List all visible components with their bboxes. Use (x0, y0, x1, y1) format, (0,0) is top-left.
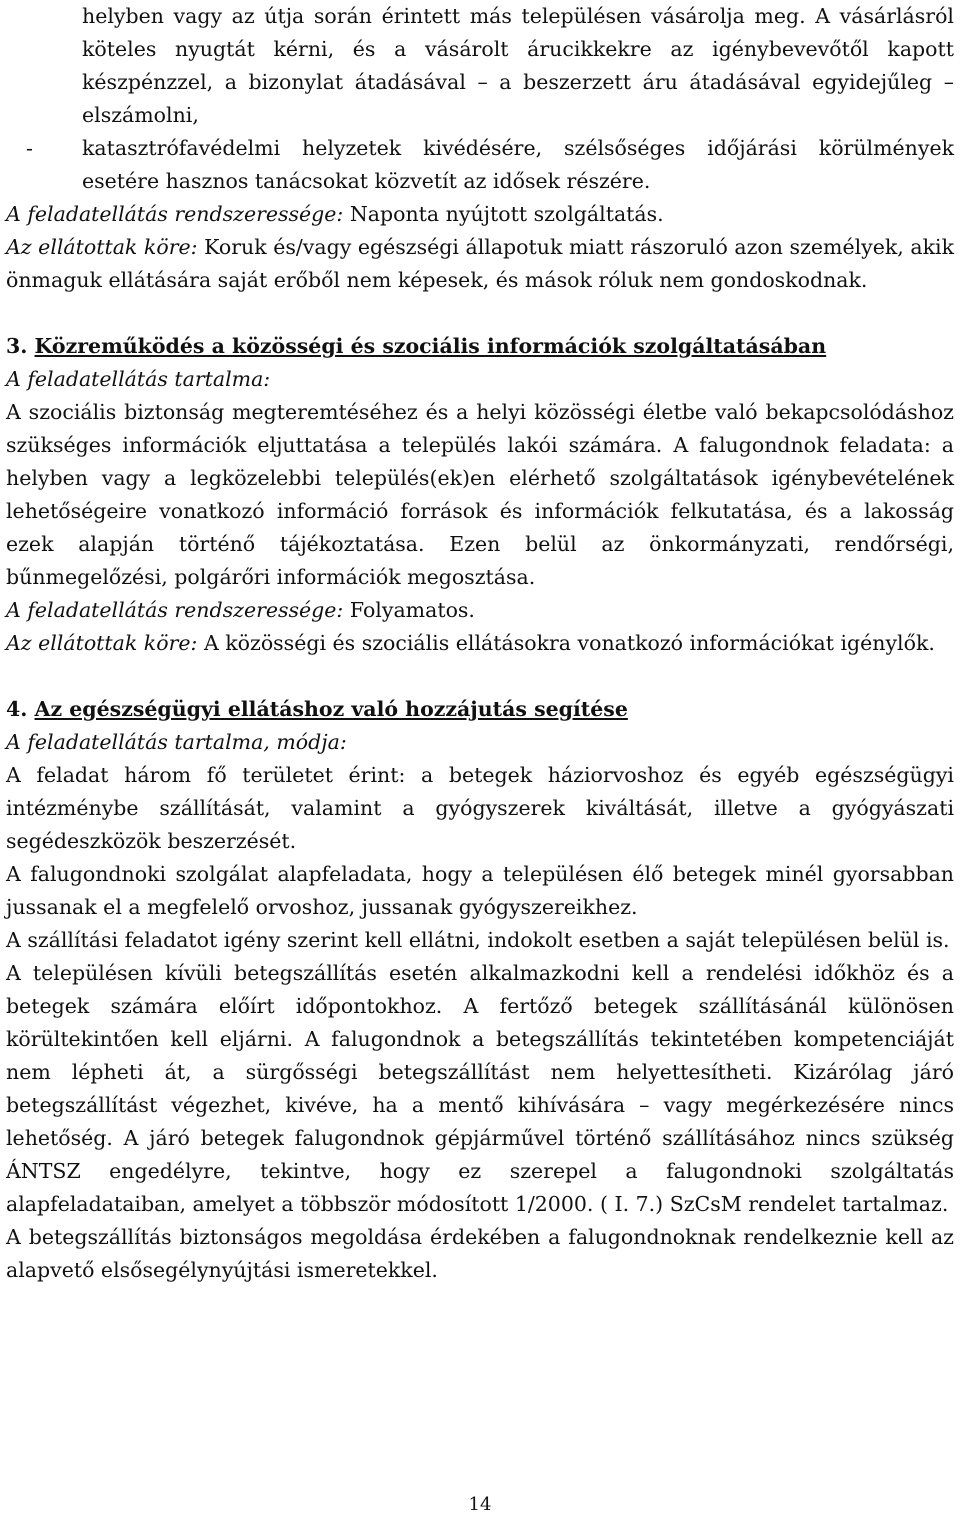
section-4-paragraph: A szállítási feladatot igény szerint kell ellátni, indokolt esetben a saját településen belül is. (6, 928, 950, 952)
section-3-number: 3. (6, 334, 35, 358)
bullet-item (6, 132, 954, 198)
regularity-label: A feladatellátás rendszeressége: (6, 202, 344, 226)
section-4-paragraph: A feladat három fő területet érint: a betegek háziorvoshoz és egyéb egészségügyi intézménybe szállítását, valamint a gyógyszerek kiváltását, illetve a gyógyászati segédeszközök beszerzését. (6, 763, 954, 853)
regularity-value: Naponta nyújtott szolgáltatás. (343, 202, 664, 226)
regularity-value: Folyamatos. (343, 598, 475, 622)
section-3-regularity (6, 594, 954, 627)
intro-regularity (6, 198, 954, 231)
section-3-heading (6, 330, 954, 363)
section-4-heading (6, 693, 954, 726)
recipients-value: A közösségi és szociális ellátásokra vonatkozó információkat igénylők. (197, 631, 935, 655)
document-page (6, 0, 954, 1287)
section-gap (6, 660, 954, 693)
section-4-paragraph: A betegszállítás biztonságos megoldása érdekében a falugondnoknak rendelkeznie kell az alapvető elsősegélynyújtási ismeretekkel. (6, 1225, 954, 1282)
bullet-dash: - (26, 136, 33, 160)
recipients-label: Az ellátottak köre: (6, 631, 198, 655)
intro-recipients (6, 231, 954, 297)
section-4-paragraph: A településen kívüli betegszállítás esetén alkalmazkodni kell a rendelési időkhöz és a betegek számára előírt időpontokhoz. A fertőző betegek szállításánál különösen körültekintően kell eljárni. A falugondnok a betegszállítás tekintetében kompetenciáját nem lépheti át, a sürgősségi betegszállítást nem helyettesítheti. Kizárólag járó betegszállítást végezhet, kivéve, ha a mentő kihívására – vagy megérkezésére nincs lehetőség. A járó betegek falugondnok gépjárművel történő szállításához nincs szükség ÁNTSZ engedélyre, tekintve, hogy ez szerepel a falugondnoki szolgáltatás alapfeladataiban, amelyet a többször módosított 1/2000. ( I. 7.) SzCsM rendelet tartalmaz. (6, 961, 954, 1216)
section-4-number: 4. (6, 697, 35, 721)
section-gap (6, 297, 954, 330)
page-number: 14 (468, 1494, 492, 1515)
bullet-text: katasztrófavédelmi helyzetek kivédésére, szélsőséges időjárási körülmények esetére hasznos tanácsokat közvetít az idősek részére. (82, 136, 954, 193)
section-3-content-text: A szociális biztonság megteremtéséhez és a helyi közösségi életbe való bekapcsolódáshoz szükséges információk eljuttatása a település lakói számára. A falugondnok feladata: a helyben vagy a legközelebbi település(ek)en elérhető szolgáltatások igénybevételének lehetőségeire vonatkozó információ források és információk felkutatása, és a lakosság ezek alapján történő tájékoztatása. Ezen belül az önkormányzati, rendőrségi, bűnmegelőzési, polgárőri információk megosztása. (6, 400, 954, 589)
section-3-content-label: A feladatellátás tartalma: (6, 367, 271, 391)
section-4-paragraph: A falugondnoki szolgálat alapfeladata, hogy a településen élő betegek minél gyorsabban jussanak el a megfelelő orvoshoz, jussanak gyógyszereikhez. (6, 862, 954, 919)
regularity-label: A feladatellátás rendszeressége: (6, 598, 344, 622)
section-3-recipients (6, 627, 954, 660)
section-4-title: Az egészségügyi ellátáshoz való hozzájutás segítése (34, 697, 628, 721)
section-4-content-label: A feladatellátás tartalma, módja: (6, 730, 347, 754)
recipients-label: Az ellátottak köre: (6, 235, 198, 259)
section-3-title: Közreműködés a közösségi és szociális információk szolgáltatásában (34, 334, 827, 358)
intro-continuation: helyben vagy az útja során érintett más településen vásárolja meg. A vásárlásról köteles nyugtát kérni, és a vásárolt árucikkekre az igénybevevőtől kapott készpénzzel, a bizonylat átadásával – a beszerzett áru átadásával egyidejűleg – elszámolni, (82, 4, 954, 127)
recipients-value: Koruk és/vagy egészségi állapotuk miatt rászoruló azon személyek, akik önmaguk ellátására saját erőből nem képesek, és mások róluk nem gondoskodnak. (6, 235, 954, 292)
